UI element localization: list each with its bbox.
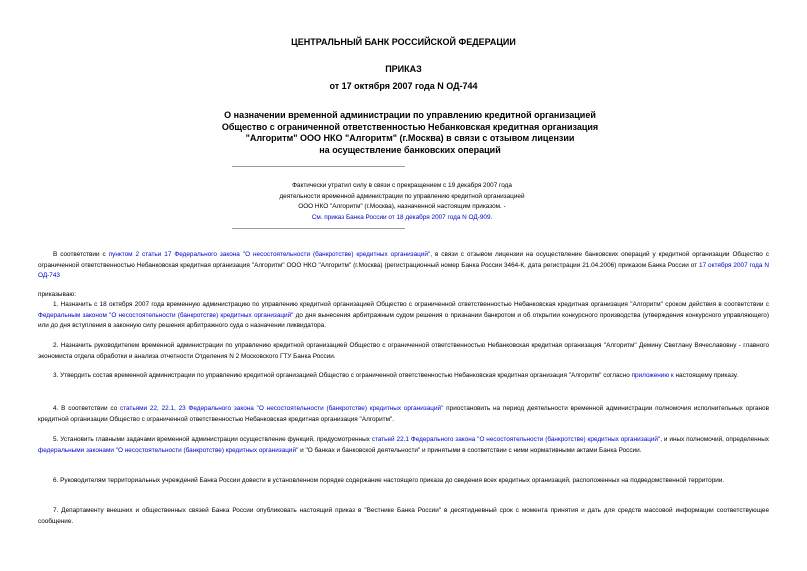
title-line: "Алгоритм" ООО НКО "Алгоритм" (г.Москва) в связи с отзывом лицензии xyxy=(245,133,575,143)
paragraph-text: 3. Утвердить состав временной администрации по управлению кредитной организацией Общество с ограниченной ответственностью Небанковская кредитная организация "Алгоритм" согласно xyxy=(53,372,632,379)
intro-text: , в связи с отзывом лицензии на осуществление банковских операций у кредитной организации Общество с ограниченной ответственностью Небанковская кредитная организация "Алгоритм" ООО НКО "Алгоритм" (г.Москва) (регистрационный номер Банка России 3464-К, дата регистрации 21.04.2006) приказом Банка России от xyxy=(38,251,769,269)
title-line: на осуществление банковских операций xyxy=(319,144,501,155)
paragraph-text: 1. Назначить с 18 октября 2007 года временную администрацию по управлению кредитной организацией Общество с ограниченной ответственностью Небанковская кредитная организация "Алгоритм" сроком действия в соответствии с xyxy=(53,301,769,308)
document-title xyxy=(160,110,660,156)
note-see-link[interactable]: приказ Банка России от 18 декабря 2007 года N ОД-909 xyxy=(324,213,491,221)
paragraph-text: 4. В соответствии со xyxy=(53,405,120,412)
note-line: деятельности временной администрации по управлению кредитной организацией xyxy=(279,192,525,200)
note-see-line xyxy=(232,213,572,224)
paragraph-text: , и иных полномочий, определенных xyxy=(660,436,769,443)
paragraph-text: настоящему приказу. xyxy=(673,372,739,379)
note-see-suffix: . xyxy=(490,213,493,221)
prikazyvayu-line: приказываю: xyxy=(38,291,76,298)
note-line: ООО НКО "Алгоритм" (г.Москва), назначенной настоящим приказом. - xyxy=(298,203,506,210)
p4-law-link[interactable]: статьями 22, 22.1, 23 Федерального закона "О несостоятельности (банкротстве) кредитных организаций" xyxy=(119,405,444,412)
p5-article-link[interactable]: статьей 22.1 Федерального закона "О несостоятельности (банкротстве) кредитных организаций" xyxy=(371,436,661,443)
paragraph-1 xyxy=(38,300,769,332)
paragraph-text: 5. Установить главными задачами временной администрации осуществление функций, предусмотренных xyxy=(53,436,372,443)
paragraph-3 xyxy=(38,371,769,382)
p1-law-link[interactable]: Федеральным законом "О несостоятельности (банкротстве) кредитных организаций" xyxy=(38,311,294,319)
p3-appendix-link[interactable]: приложению к xyxy=(631,372,674,379)
intro-order-link[interactable]: 17 октября 2007 года N ОД-743 xyxy=(38,261,769,279)
intro-law-link[interactable]: пунктом 2 статьи 17 Федерального закона "О несостоятельности (банкротстве) кредитных организаций" xyxy=(108,251,431,258)
document-date-number: от 17 октября 2007 года N ОД-744 xyxy=(329,81,478,91)
paragraph-7: 7. Департаменту внешних и общественных связей Банка России опубликовать настоящий приказ в "Вестнике Банка России" в десятидневный срок с момента принятия и дать для средств массовой информации соответствующее сообщение. xyxy=(38,507,769,525)
intro-text: В соответствии с xyxy=(53,251,109,258)
validity-note xyxy=(232,181,572,223)
p5-laws-link[interactable]: федеральными законами "О несостоятельности (банкротстве) кредитных организаций" xyxy=(38,446,299,454)
note-line: Фактически утратил силу в связи с прекращением с 19 декабря 2007 года xyxy=(292,182,512,189)
bank-name: ЦЕНТРАЛЬНЫЙ БАНК РОССИЙСКОЙ ФЕДЕРАЦИИ xyxy=(291,37,516,47)
note-see-prefix: См. xyxy=(311,213,325,221)
paragraph-text: приостановить на период деятельности временной администрации полномочия исполнительных органов кредитной организации Общество с ограниченной ответственностью Небанковская кредитная организация "Алгоритм". xyxy=(38,405,769,423)
paragraph-4 xyxy=(38,404,769,425)
title-line: О назначении временной администрации по управлению кредитной организацией xyxy=(224,110,596,120)
paragraph-text: и "О банках и банковской деятельности" и принятыми в соответствии с ними нормативными актами Банка России. xyxy=(298,446,642,454)
intro-paragraph xyxy=(38,250,769,282)
document-type: ПРИКАЗ xyxy=(385,64,422,74)
paragraph-6: 6. Руководителям территориальных учреждений Банка России довести в установленном порядке содержание настоящего приказа до сведения всех кредитных организаций, расположенных на подведомственной территории. xyxy=(53,477,725,484)
paragraph-5 xyxy=(38,435,769,456)
paragraph-text: до дня вынесения арбитражным судом решения о признании банкротом и об открытии конкурсного производства (утверждения конкурсного управляющего) или до дня вступления в законную силу решения арбитражного суда о назначении ликвидатора. xyxy=(38,311,769,329)
title-line: Общество с ограниченной ответственностью Небанковская кредитная организация xyxy=(221,121,599,132)
paragraph-2: 2. Назначить руководителем временной администрации по управлению кредитной организацией Общество с ограниченной ответственностью Небанковская кредитная организация "Алгоритм" Демину Светлану Вячеславовну - главного экономиста отдела обработки и анализа отчетности Отделения N 2 Московского ГТУ Банка России. xyxy=(38,342,769,360)
divider-top xyxy=(232,166,405,167)
divider-bottom xyxy=(232,228,405,229)
